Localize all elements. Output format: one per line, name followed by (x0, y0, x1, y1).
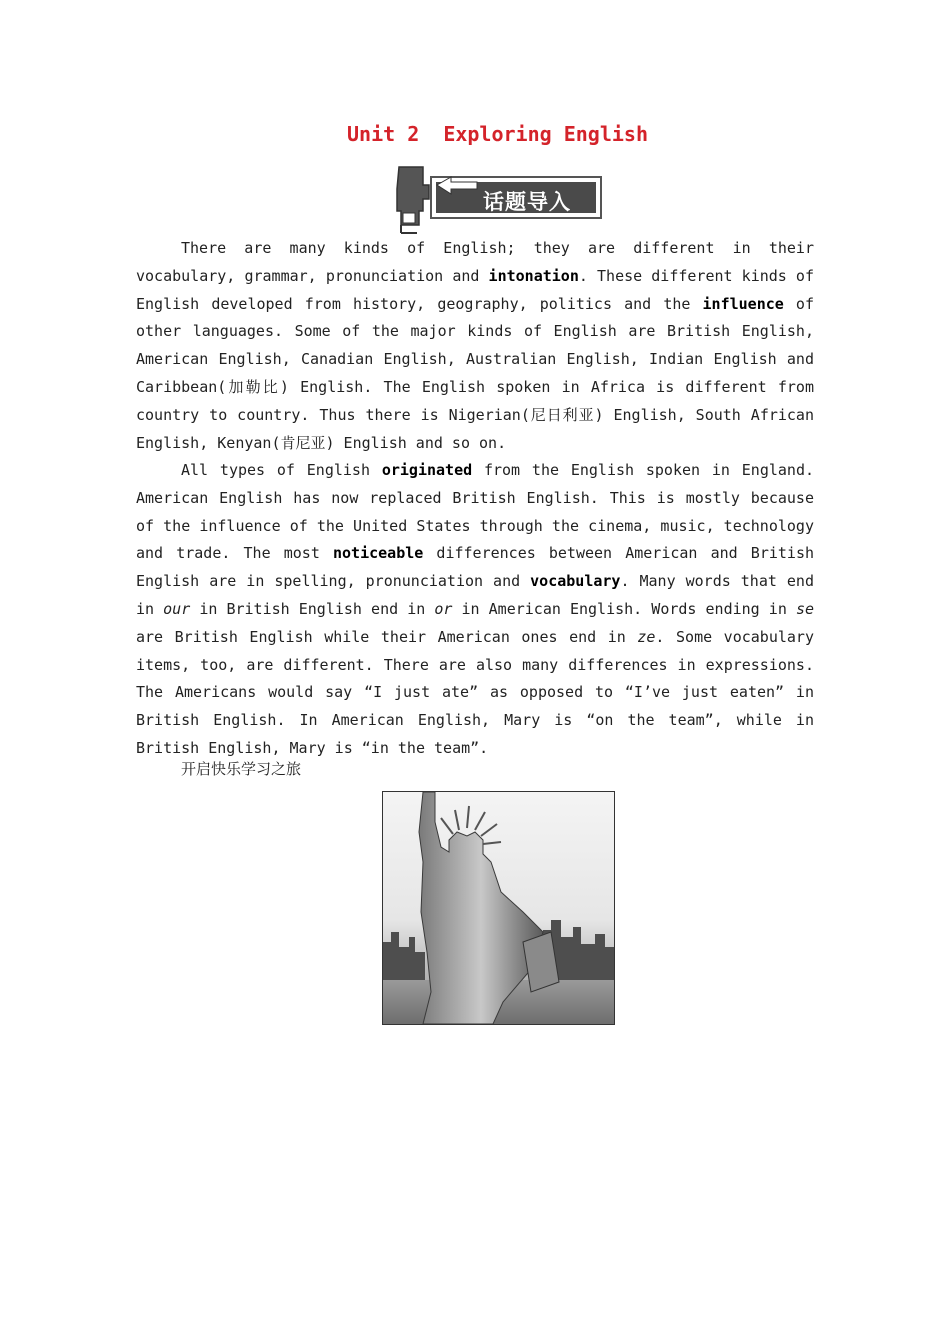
italic-text: ze (637, 627, 656, 646)
italic-text: or (434, 599, 453, 618)
italic-text: our (163, 599, 191, 618)
text-segment: . These different kinds of English developed from history, geography, politics and the (136, 266, 814, 313)
subtitle: 开启快乐学习之旅 (181, 760, 302, 778)
banner-label: 话题导入 (483, 190, 571, 214)
keyword: originated (381, 461, 473, 479)
paragraph-2 (136, 457, 814, 763)
page-title: Unit 2 Exploring English (346, 122, 649, 146)
text-segment: There are many kinds of English; they are different in their vocabulary, grammar, pronunciation and (136, 239, 814, 285)
keyword: influence (702, 294, 784, 313)
topic-banner (393, 163, 605, 235)
statue-of-liberty-photo (382, 791, 615, 1025)
text-segment: . Some vocabulary items, too, are different. There are also many differences in expressions. The Americans would say “I just ate” as opposed to “I’ve just eaten” in British English. In American English, Mary is “on the team”, while in British English, Mary is “in the team”. (136, 627, 814, 757)
keyword: intonation (488, 266, 579, 285)
text-segment: from the English spoken in England. American English has now replaced British English. This is mostly because of the influence of the United States through the cinema, music, technology and trade. The most (136, 461, 815, 563)
keyword: vocabulary (530, 572, 621, 591)
text-segment: of other languages. Some of the major kinds of English are British English, American English, Canadian English, Australian English, Indian English and Caribbean(加勒比) English. The English spoken in Africa is different from country to country. Thus there is Nigerian(尼日利亚) English, South African English, Kenyan(肯尼亚) English and so on. (136, 294, 814, 452)
text-segment: . Many words that end in (136, 572, 814, 618)
text-segment: in American English. Words ending in (452, 599, 796, 618)
italic-text: se (795, 599, 814, 618)
paragraph-1 (136, 235, 814, 457)
keyword: noticeable (332, 544, 424, 563)
statue-of-liberty-icon (383, 792, 614, 1024)
text-segment: differences between American and British English are in spelling, pronunciation and (136, 544, 815, 591)
text-segment: are British English while their American ones end in (136, 627, 638, 646)
text-segment: All types of English (181, 461, 382, 479)
text-segment: in British English end in (190, 599, 435, 618)
